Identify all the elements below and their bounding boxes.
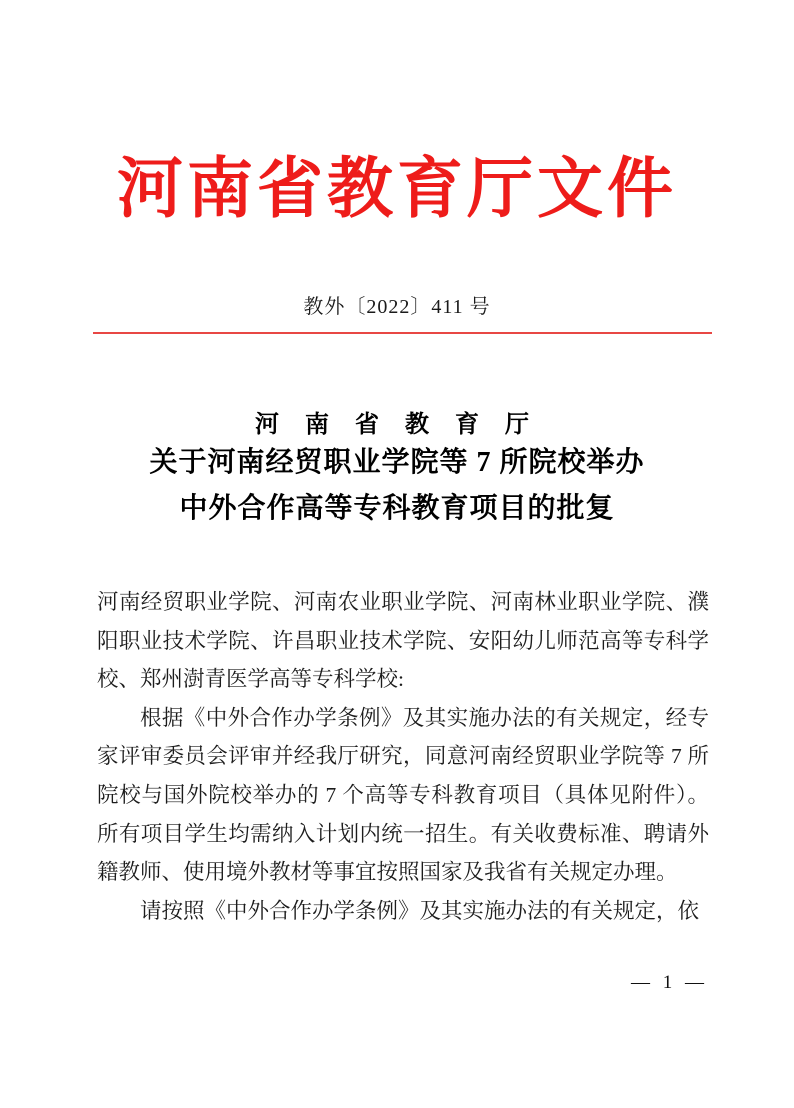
title-subject-line-1: 关于河南经贸职业学院等 7 所院校举办 (149, 447, 645, 478)
title-issuer-line: 河 南 省 教 育 厅 (255, 412, 539, 438)
header-divider-line (93, 332, 712, 334)
document-body (97, 583, 709, 930)
recipient-list-paragraph: 河南经贸职业学院、河南农业职业学院、河南林业职业学院、濮阳职业技术学院、许昌职业技术学院、安阳幼儿师范高等专科学校、郑州澍青医学高等专科学校: (97, 590, 709, 692)
body-paragraph-instruction: 请按照《中外合作办学条例》及其实施办法的有关规定，依 (140, 898, 700, 923)
document-header-title: 河南省教育厅文件 (117, 153, 677, 226)
body-paragraph-approval: 根据《中外合作办学条例》及其实施办法的有关规定，经专家评审委员会评审并经我厅研究，同意河南经贸职业学院等 7 所院校与国外院校举办的 7 个高等专科教育项目（具体见附件）。所有项目学生均需纳入计划内统一招生。有关收费标准、聘请外籍教师、使用境外教材等事宜按照国家及我省有关规定办理。 (97, 705, 709, 885)
title-subject-line-2: 中外合作高等专科教育项目的批复 (179, 493, 615, 524)
page-number: — 1 — (631, 972, 708, 993)
document-title (0, 410, 794, 532)
document-number: 教外〔2022〕411 号 (303, 296, 491, 318)
